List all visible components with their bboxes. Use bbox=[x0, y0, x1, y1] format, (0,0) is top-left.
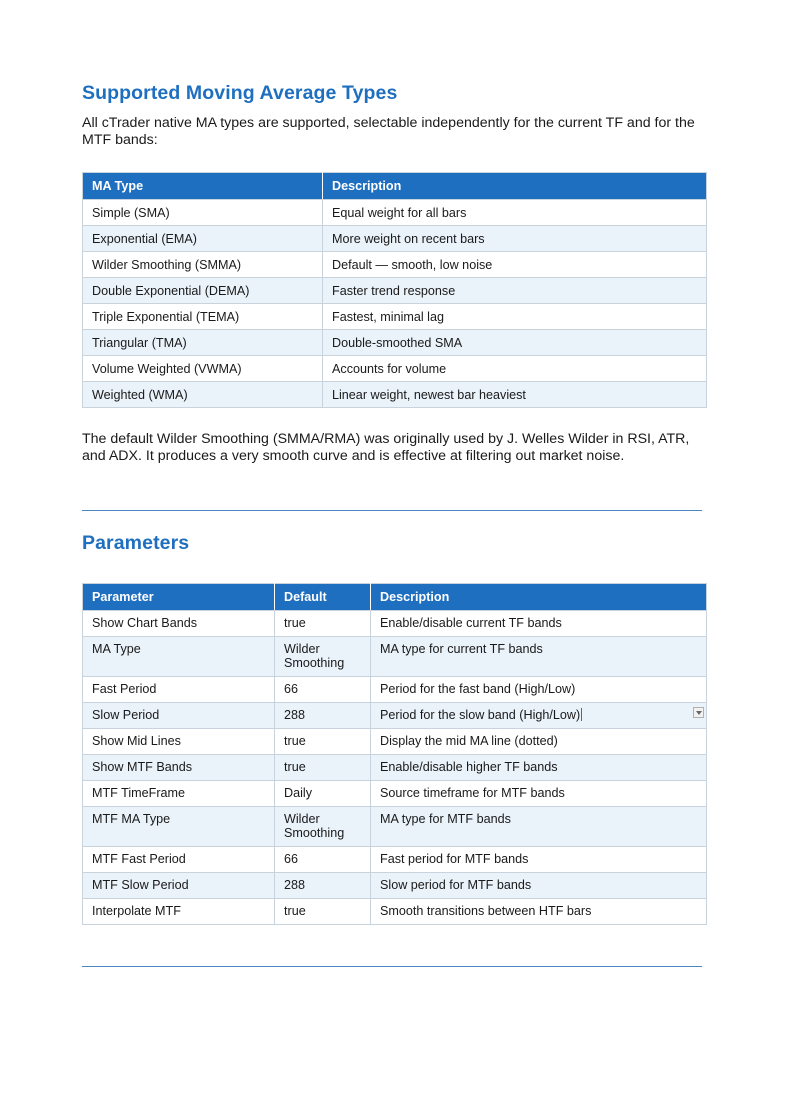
cell-ma-type: Triangular (TMA) bbox=[83, 330, 323, 356]
cell-default: 288 bbox=[275, 703, 371, 729]
cell-parameter: MA Type bbox=[83, 637, 275, 677]
cell-description: Period for the slow band (High/Low) bbox=[380, 708, 581, 722]
cell-description: Linear weight, newest bar heaviest bbox=[323, 382, 707, 408]
cell-ma-type: Weighted (WMA) bbox=[83, 382, 323, 408]
cell-description: Faster trend response bbox=[323, 278, 707, 304]
cell-parameter: Show Mid Lines bbox=[83, 729, 275, 755]
table-header-row bbox=[83, 584, 707, 611]
cell-parameter: Fast Period bbox=[83, 677, 275, 703]
table-row bbox=[83, 330, 707, 356]
cell-description: Fastest, minimal lag bbox=[323, 304, 707, 330]
cell-description: Display the mid MA line (dotted) bbox=[371, 729, 707, 755]
cell-description: Source timeframe for MTF bands bbox=[371, 781, 707, 807]
cell-parameter: Slow Period bbox=[83, 703, 275, 729]
cell-description: Enable/disable higher TF bands bbox=[371, 755, 707, 781]
cell-description: Period for the fast band (High/Low) bbox=[371, 677, 707, 703]
cell-description: MA type for MTF bands bbox=[371, 807, 707, 847]
cell-ma-type: Double Exponential (DEMA) bbox=[83, 278, 323, 304]
cell-ma-type: Exponential (EMA) bbox=[83, 226, 323, 252]
cell-description-active[interactable] bbox=[371, 703, 707, 729]
cell-default: 66 bbox=[275, 847, 371, 873]
cell-default: 288 bbox=[275, 873, 371, 899]
cell-parameter: MTF Slow Period bbox=[83, 873, 275, 899]
cell-description: Accounts for volume bbox=[323, 356, 707, 382]
dropdown-arrow-icon[interactable] bbox=[693, 707, 704, 718]
table-row bbox=[83, 873, 707, 899]
table-row bbox=[83, 278, 707, 304]
cell-description: Equal weight for all bars bbox=[323, 200, 707, 226]
section-divider bbox=[82, 966, 702, 967]
cell-parameter: Show MTF Bands bbox=[83, 755, 275, 781]
wilder-note: The default Wilder Smoothing (SMMA/RMA) was originally used by J. Welles Wilder in RSI, ATR, and ADX. It produces a very smooth curve and is effective at filtering out market noise. bbox=[82, 431, 690, 464]
cell-default: true bbox=[275, 729, 371, 755]
table-row bbox=[83, 304, 707, 330]
cell-default: 66 bbox=[275, 677, 371, 703]
column-header: MA Type bbox=[83, 173, 323, 200]
cell-default: true bbox=[275, 611, 371, 637]
cell-description: Smooth transitions between HTF bars bbox=[371, 899, 707, 925]
section-title-ma-types: Supported Moving Average Types bbox=[82, 82, 398, 104]
cell-ma-type: Triple Exponential (TEMA) bbox=[83, 304, 323, 330]
cell-description: Default — smooth, low noise bbox=[323, 252, 707, 278]
table-row bbox=[83, 729, 707, 755]
table-row bbox=[83, 200, 707, 226]
table-row bbox=[83, 755, 707, 781]
table-row bbox=[83, 611, 707, 637]
cell-default: true bbox=[275, 899, 371, 925]
table-row bbox=[83, 847, 707, 873]
cell-parameter: Show Chart Bands bbox=[83, 611, 275, 637]
cell-default: Daily bbox=[275, 781, 371, 807]
parameters-table bbox=[82, 583, 707, 925]
table-header-row bbox=[83, 173, 707, 200]
table-row bbox=[83, 252, 707, 278]
cell-ma-type: Volume Weighted (VWMA) bbox=[83, 356, 323, 382]
cell-description: Fast period for MTF bands bbox=[371, 847, 707, 873]
cell-ma-type: Wilder Smoothing (SMMA) bbox=[83, 252, 323, 278]
table-row bbox=[83, 781, 707, 807]
cell-default: Wilder Smoothing bbox=[275, 637, 371, 677]
table-row bbox=[83, 703, 707, 729]
cell-parameter: MTF MA Type bbox=[83, 807, 275, 847]
cell-description: More weight on recent bars bbox=[323, 226, 707, 252]
ma-types-intro: All cTrader native MA types are supported, selectable independently for the current TF and for the MTF bands: bbox=[82, 115, 695, 148]
column-header: Default bbox=[275, 584, 371, 611]
cell-default: true bbox=[275, 755, 371, 781]
table-row bbox=[83, 382, 707, 408]
section-title-parameters: Parameters bbox=[82, 532, 190, 554]
table-row bbox=[83, 226, 707, 252]
text-cursor bbox=[581, 708, 582, 721]
cell-parameter: Interpolate MTF bbox=[83, 899, 275, 925]
column-header: Description bbox=[371, 584, 707, 611]
table-row bbox=[83, 356, 707, 382]
ma-types-table bbox=[82, 172, 707, 408]
table-row bbox=[83, 899, 707, 925]
cell-description: MA type for current TF bands bbox=[371, 637, 707, 677]
table-row bbox=[83, 677, 707, 703]
cell-ma-type: Simple (SMA) bbox=[83, 200, 323, 226]
cell-description: Enable/disable current TF bands bbox=[371, 611, 707, 637]
table-row bbox=[83, 637, 707, 677]
column-header: Parameter bbox=[83, 584, 275, 611]
column-header: Description bbox=[323, 173, 707, 200]
cell-parameter: MTF TimeFrame bbox=[83, 781, 275, 807]
cell-description: Double-smoothed SMA bbox=[323, 330, 707, 356]
cell-description: Slow period for MTF bands bbox=[371, 873, 707, 899]
cell-default: Wilder Smoothing bbox=[275, 807, 371, 847]
cell-parameter: MTF Fast Period bbox=[83, 847, 275, 873]
section-divider bbox=[82, 510, 702, 511]
table-row bbox=[83, 807, 707, 847]
